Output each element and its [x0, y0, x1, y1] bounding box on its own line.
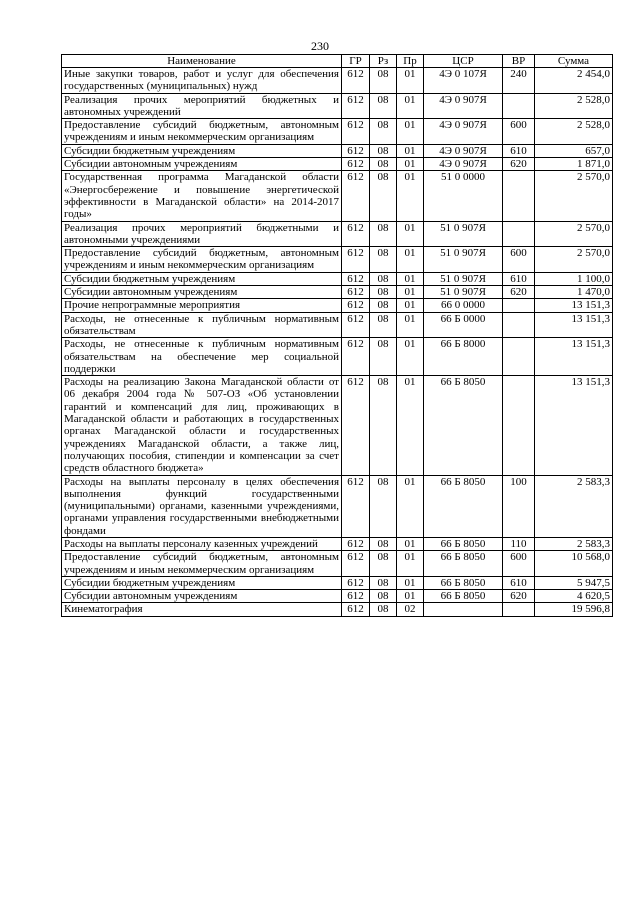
cell-gr: 612 [342, 144, 370, 157]
cell-rz: 08 [370, 119, 397, 145]
cell-gr: 612 [342, 68, 370, 94]
table-row [62, 299, 613, 312]
cell-rz: 08 [370, 158, 397, 171]
cell-sum: 4 620,5 [535, 590, 613, 603]
cell-vr: 600 [503, 119, 535, 145]
cell-vr: 600 [503, 551, 535, 577]
cell-sum: 2 583,3 [535, 537, 613, 550]
cell-vr: 620 [503, 590, 535, 603]
cell-rz: 08 [370, 247, 397, 273]
cell-rz: 08 [370, 551, 397, 577]
table-row [62, 171, 613, 221]
cell-name: Расходы на реализацию Закона Магаданской области от 06 декабря 2004 года № 507-ОЗ «Об установлении гарантий и компенсаций для лиц, проживающих в Магаданской области и работающих в государственных органах Магаданской области и государственных учреждениях Магаданской области, а также лиц, получающих пособия, стипендии и компенсации за счет средств областного бюджета» [62, 376, 342, 475]
cell-rz: 08 [370, 286, 397, 299]
cell-rz: 08 [370, 537, 397, 550]
header-vr: ВР [503, 55, 535, 68]
cell-name: Расходы на выплаты персоналу казенных учреждений [62, 537, 342, 550]
cell-pr: 01 [397, 537, 424, 550]
cell-pr: 01 [397, 590, 424, 603]
cell-pr: 01 [397, 221, 424, 247]
cell-rz: 08 [370, 338, 397, 376]
cell-sum: 2 570,0 [535, 247, 613, 273]
cell-pr: 01 [397, 68, 424, 94]
cell-vr: 610 [503, 144, 535, 157]
cell-sum: 2 454,0 [535, 68, 613, 94]
header-sum: Сумма [535, 55, 613, 68]
table-row [62, 576, 613, 589]
header-gr: ГР [342, 55, 370, 68]
cell-csr: 66 Б 8050 [424, 590, 503, 603]
table-row [62, 475, 613, 537]
cell-gr: 612 [342, 221, 370, 247]
cell-name: Предоставление субсидий бюджетным, автономным учреждениям и иным некоммерческим организациям [62, 247, 342, 273]
cell-gr: 612 [342, 119, 370, 145]
cell-sum: 1 470,0 [535, 286, 613, 299]
cell-gr: 612 [342, 551, 370, 577]
cell-sum: 2 570,0 [535, 221, 613, 247]
cell-csr [424, 603, 503, 616]
cell-pr: 01 [397, 158, 424, 171]
cell-name: Субсидии бюджетным учреждениям [62, 576, 342, 589]
cell-name: Субсидии автономным учреждениям [62, 286, 342, 299]
cell-csr: 66 0 0000 [424, 299, 503, 312]
cell-rz: 08 [370, 376, 397, 475]
table-row [62, 286, 613, 299]
cell-vr [503, 93, 535, 119]
cell-csr: 51 0 907Я [424, 247, 503, 273]
cell-name: Реализация прочих мероприятий бюджетных и автономных учреждений [62, 93, 342, 119]
table-row [62, 551, 613, 577]
cell-sum: 13 151,3 [535, 338, 613, 376]
cell-vr: 240 [503, 68, 535, 94]
cell-csr: 66 Б 0000 [424, 312, 503, 338]
table-row [62, 144, 613, 157]
cell-gr: 612 [342, 338, 370, 376]
cell-name: Расходы, не отнесенные к публичным нормативным обязательствам на обеспечение мер социальной поддержки [62, 338, 342, 376]
table-row [62, 221, 613, 247]
cell-vr [503, 338, 535, 376]
cell-name: Кинематография [62, 603, 342, 616]
cell-sum: 13 151,3 [535, 299, 613, 312]
cell-vr [503, 299, 535, 312]
cell-gr: 612 [342, 590, 370, 603]
cell-pr: 01 [397, 272, 424, 285]
cell-pr: 01 [397, 247, 424, 273]
cell-csr: 66 Б 8050 [424, 537, 503, 550]
cell-gr: 612 [342, 158, 370, 171]
cell-csr: 66 Б 8050 [424, 475, 503, 537]
cell-name: Реализация прочих мероприятий бюджетными и автономными учреждениями [62, 221, 342, 247]
cell-gr: 612 [342, 537, 370, 550]
header-csr: ЦСР [424, 55, 503, 68]
table-row [62, 119, 613, 145]
table-row [62, 537, 613, 550]
cell-name: Предоставление субсидий бюджетным, автономным учреждениям и иным некоммерческим организациям [62, 119, 342, 145]
cell-csr: 4Э 0 907Я [424, 119, 503, 145]
cell-sum: 19 596,8 [535, 603, 613, 616]
table-row [62, 93, 613, 119]
cell-gr: 612 [342, 603, 370, 616]
table-row [62, 376, 613, 475]
cell-csr: 51 0 907Я [424, 286, 503, 299]
cell-name: Расходы на выплаты персоналу в целях обеспечения выполнения функций государственными (муниципальными) органами, казенными учреждениями, органами управления государственными внебюджетными фондами [62, 475, 342, 537]
cell-gr: 612 [342, 475, 370, 537]
cell-csr: 51 0 907Я [424, 221, 503, 247]
cell-rz: 08 [370, 603, 397, 616]
table-row [62, 272, 613, 285]
cell-pr: 01 [397, 171, 424, 221]
cell-vr: 110 [503, 537, 535, 550]
cell-gr: 612 [342, 286, 370, 299]
cell-csr: 66 Б 8050 [424, 376, 503, 475]
table-row [62, 312, 613, 338]
cell-rz: 08 [370, 272, 397, 285]
cell-sum: 2 570,0 [535, 171, 613, 221]
cell-csr: 4Э 0 907Я [424, 93, 503, 119]
header-name: Наименование [62, 55, 342, 68]
cell-vr [503, 603, 535, 616]
page-number: 230 [311, 39, 329, 53]
cell-csr: 66 Б 8000 [424, 338, 503, 376]
cell-gr: 612 [342, 272, 370, 285]
cell-name: Государственная программа Магаданской области «Энергосбережение и повышение энергетической эффективности в Магаданской области» на 2014-2017 годы» [62, 171, 342, 221]
cell-vr [503, 376, 535, 475]
cell-rz: 08 [370, 299, 397, 312]
cell-pr: 01 [397, 376, 424, 475]
cell-vr: 610 [503, 272, 535, 285]
cell-sum: 2 583,3 [535, 475, 613, 537]
header-row [62, 55, 613, 68]
cell-pr: 01 [397, 93, 424, 119]
cell-vr: 620 [503, 286, 535, 299]
table-row [62, 158, 613, 171]
cell-sum: 1 871,0 [535, 158, 613, 171]
cell-rz: 08 [370, 221, 397, 247]
table-row [62, 590, 613, 603]
cell-sum: 2 528,0 [535, 93, 613, 119]
cell-name: Субсидии автономным учреждениям [62, 590, 342, 603]
cell-sum: 657,0 [535, 144, 613, 157]
cell-rz: 08 [370, 312, 397, 338]
cell-pr: 01 [397, 338, 424, 376]
cell-rz: 08 [370, 93, 397, 119]
cell-gr: 612 [342, 576, 370, 589]
cell-rz: 08 [370, 576, 397, 589]
cell-name: Прочие непрограммные мероприятия [62, 299, 342, 312]
cell-gr: 612 [342, 171, 370, 221]
header-pr: Пр [397, 55, 424, 68]
cell-name: Субсидии бюджетным учреждениям [62, 272, 342, 285]
table-row [62, 603, 613, 616]
cell-vr [503, 171, 535, 221]
cell-gr: 612 [342, 312, 370, 338]
cell-rz: 08 [370, 475, 397, 537]
cell-vr: 620 [503, 158, 535, 171]
cell-pr: 01 [397, 299, 424, 312]
cell-csr: 66 Б 8050 [424, 551, 503, 577]
cell-csr: 51 0 0000 [424, 171, 503, 221]
cell-gr: 612 [342, 247, 370, 273]
cell-gr: 612 [342, 299, 370, 312]
cell-vr: 610 [503, 576, 535, 589]
cell-name: Субсидии автономным учреждениям [62, 158, 342, 171]
cell-rz: 08 [370, 68, 397, 94]
cell-name: Предоставление субсидий бюджетным, автономным учреждениям и иным некоммерческим организациям [62, 551, 342, 577]
cell-vr [503, 221, 535, 247]
cell-sum: 13 151,3 [535, 376, 613, 475]
cell-sum: 1 100,0 [535, 272, 613, 285]
cell-sum: 5 947,5 [535, 576, 613, 589]
cell-gr: 612 [342, 93, 370, 119]
cell-pr: 01 [397, 551, 424, 577]
cell-csr: 4Э 0 907Я [424, 158, 503, 171]
cell-pr: 01 [397, 312, 424, 338]
cell-name: Субсидии бюджетным учреждениям [62, 144, 342, 157]
table-row [62, 68, 613, 94]
cell-pr: 01 [397, 475, 424, 537]
cell-pr: 01 [397, 576, 424, 589]
cell-gr: 612 [342, 376, 370, 475]
cell-csr: 4Э 0 107Я [424, 68, 503, 94]
cell-sum: 10 568,0 [535, 551, 613, 577]
header-rz: Рз [370, 55, 397, 68]
cell-pr: 01 [397, 286, 424, 299]
cell-rz: 08 [370, 144, 397, 157]
cell-vr [503, 312, 535, 338]
cell-csr: 51 0 907Я [424, 272, 503, 285]
cell-pr: 01 [397, 144, 424, 157]
cell-name: Расходы, не отнесенные к публичным нормативным обязательствам [62, 312, 342, 338]
table-row [62, 247, 613, 273]
budget-table [61, 54, 613, 617]
cell-sum: 13 151,3 [535, 312, 613, 338]
cell-rz: 08 [370, 171, 397, 221]
cell-vr: 600 [503, 247, 535, 273]
cell-sum: 2 528,0 [535, 119, 613, 145]
cell-vr: 100 [503, 475, 535, 537]
table-row [62, 338, 613, 376]
cell-pr: 01 [397, 119, 424, 145]
cell-pr: 02 [397, 603, 424, 616]
cell-csr: 4Э 0 907Я [424, 144, 503, 157]
cell-name: Иные закупки товаров, работ и услуг для обеспечения государственных (муниципальных) нужд [62, 68, 342, 94]
cell-rz: 08 [370, 590, 397, 603]
cell-csr: 66 Б 8050 [424, 576, 503, 589]
